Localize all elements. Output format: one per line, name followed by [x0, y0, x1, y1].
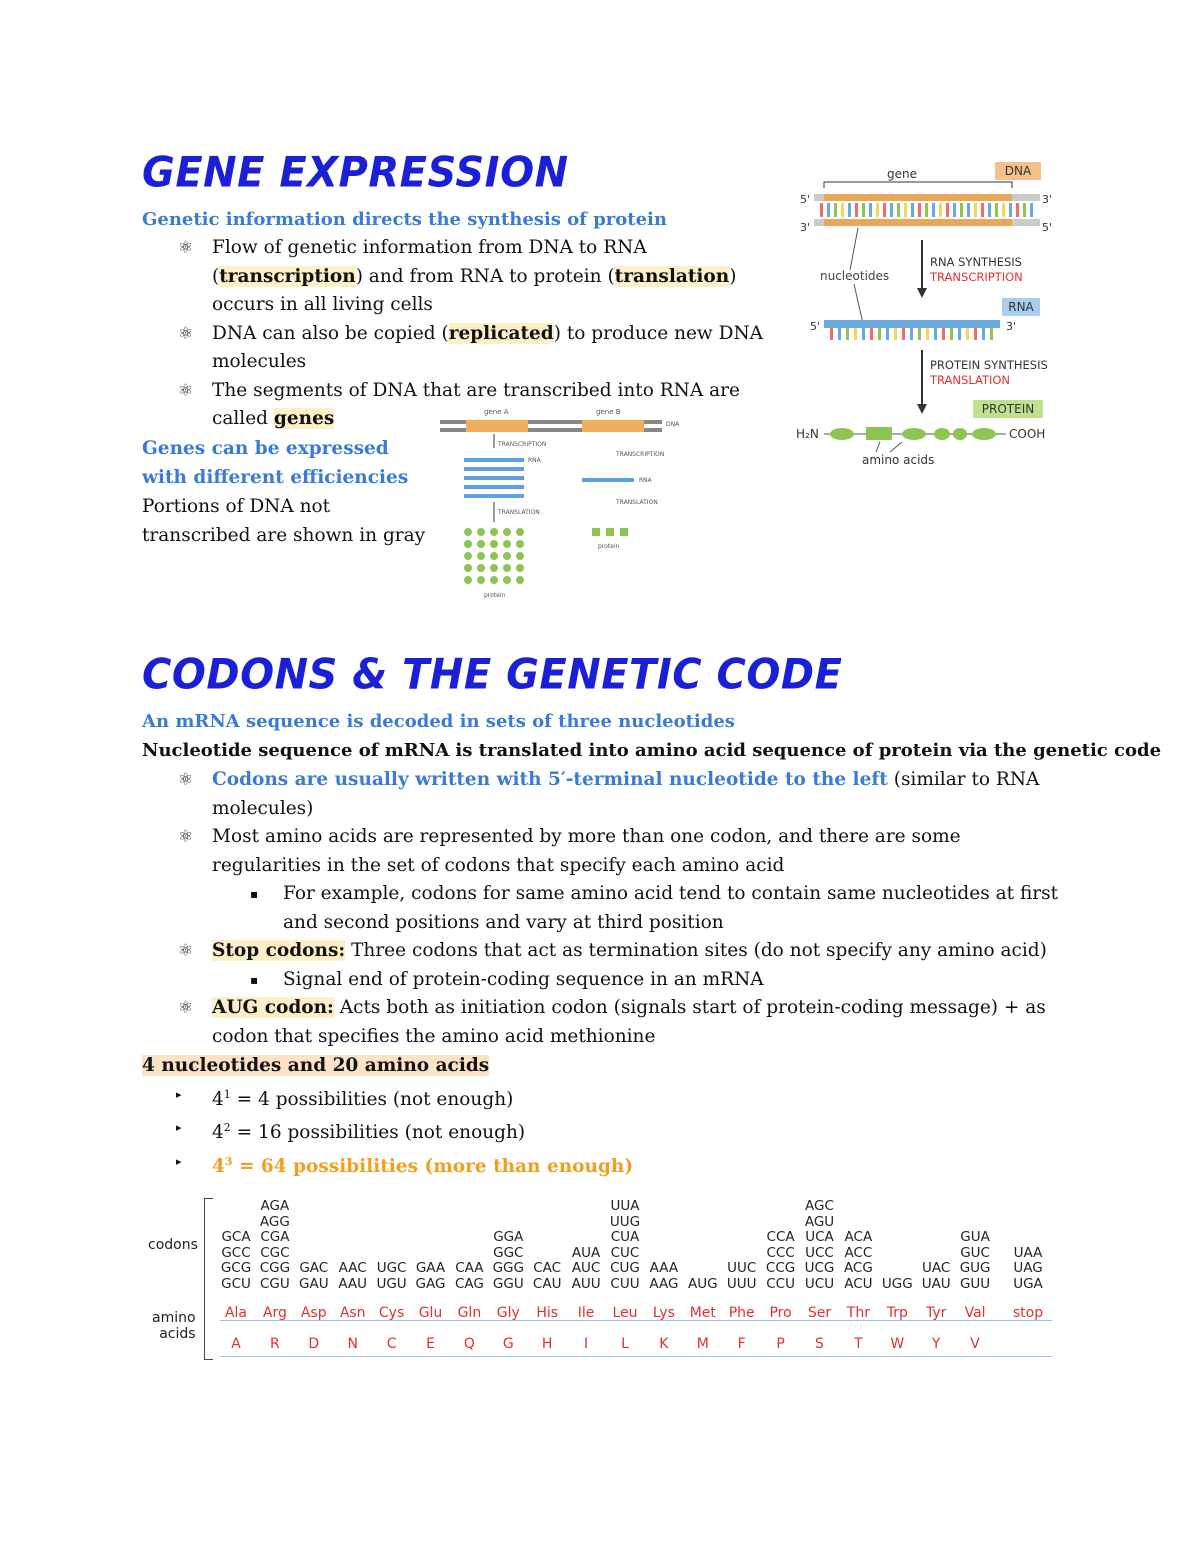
protein-synthesis-label: PROTEIN SYNTHESIS [930, 358, 1048, 372]
amino-acid-name: Glu [418, 1305, 443, 1321]
list-item: ⚛ Stop codons: Three codons that act as termination sites (do not specify any amino acid) [142, 937, 1062, 966]
atom-bullet-icon: ⚛ [178, 323, 194, 344]
list-item: ▪ For example, codons for same amino acid tend to contain same nucleotides at first and second positions and vary at third position [142, 880, 1062, 937]
list-item: ▸ $4^1 = 4$ possibilities (not enough) [142, 1081, 742, 1115]
amino-acid-letter: A [231, 1336, 241, 1352]
amino-acid-name: Arg [262, 1305, 287, 1321]
amino-acid-name: Ile [577, 1305, 595, 1321]
highlight-term: transcription [219, 265, 356, 287]
divider [220, 1356, 1052, 1357]
atom-bullet-icon: ⚛ [178, 827, 194, 847]
codon-group: UAA UAG UGA [1013, 1244, 1043, 1292]
amino-acid-name: Ser [807, 1305, 832, 1321]
side-subtitle: Genes can be expressed with different efficiencies [142, 438, 409, 488]
side-note [142, 434, 432, 550]
amino-acid-letter: I [584, 1336, 589, 1352]
svg-text:3': 3' [800, 221, 811, 234]
list-item: ⚛ AUG codon: Acts both as initiation codon (signals start of protein-coding message) + as codon that specifies the amino acid methionine [142, 994, 1062, 1051]
gene-a-label: gene A [484, 408, 509, 416]
list-item: ⚛ The segments of DNA that are transcribed into RNA are called genes [142, 377, 782, 434]
svg-text:5': 5' [810, 320, 821, 333]
cooh-label: COOH [1009, 427, 1046, 441]
svg-text:5': 5' [800, 193, 811, 206]
central-dogma-figure [790, 160, 1060, 480]
amino-acid-name: Tyr [925, 1305, 947, 1321]
protein-b: protein [598, 543, 620, 550]
amino-acid-letter: E [426, 1336, 435, 1352]
amino-acid-letter: C [386, 1336, 397, 1352]
codon-group: GGA GGC GGG GGU [492, 1229, 524, 1292]
amino-acid-letter: S [815, 1336, 824, 1352]
gene-label: gene [887, 167, 917, 181]
svg-text:3': 3' [1042, 193, 1053, 206]
amino-acid-name: Val [964, 1305, 986, 1321]
amino-acid-name: Cys [378, 1305, 405, 1321]
codon-group: UGC UGU [376, 1260, 407, 1292]
amino-acid-name: Met [689, 1305, 716, 1321]
amino-acid-letter: G [502, 1336, 514, 1352]
list-item: ⚛ Most amino acids are represented by more than one codon, and there are some regularities in the set of codons that specify each amino acid [142, 823, 1062, 880]
codon-group: AUA AUC AUU [571, 1244, 601, 1292]
list-item: ⚛ Flow of genetic information from DNA to RNA (transcription) and from RNA to protein (translation) occurs in all living cells [142, 234, 782, 320]
arrow-bullet-icon: ▸ [176, 1154, 182, 1168]
nucleotides-label: nucleotides [820, 269, 890, 283]
amino-acid-name: Lys [652, 1305, 675, 1321]
rna-b: RNA [639, 477, 652, 484]
codon-group: AAA AAG [649, 1260, 679, 1292]
nucleotides-heading: 4 nucleotides and 20 amino acids [142, 1055, 490, 1076]
list-item: ▪ Signal end of protein-coding sequence in an mRNA [142, 966, 1062, 995]
svg-text:5': 5' [1042, 221, 1053, 234]
codon-group: GCA GCC GCG GCU [220, 1229, 252, 1292]
codon-group: CAC CAU [532, 1260, 562, 1292]
amino-acid-letter: V [970, 1336, 980, 1352]
list-item: ⚛ DNA can also be copied (replicated) to produce new DNA molecules [142, 320, 782, 377]
codon-group: CAA CAG [454, 1260, 484, 1292]
amino-acid-letter: F [737, 1336, 746, 1352]
codon-table [140, 1192, 1060, 1372]
svg-text:3': 3' [1006, 320, 1017, 333]
amino-acid-name: Thr [846, 1305, 870, 1321]
section1-title: GENE EXPRESSION [142, 148, 569, 198]
translation-b: TRANSLATION [616, 499, 658, 506]
square-bullet-icon: ▪ [250, 972, 259, 987]
amino-acid-letter: W [890, 1336, 905, 1352]
codon-group: GAA GAG [415, 1260, 446, 1292]
codon-group: UAC UAU [921, 1260, 951, 1292]
section2-subtitle: An mRNA sequence is decoded in sets of three nucleotides [142, 711, 735, 732]
amino-acids-label: amino acids [152, 1310, 196, 1342]
amino-acid-name: Gln [457, 1305, 482, 1321]
amino-acids-label: amino acids [862, 453, 935, 467]
amino-acid-name: Gly [496, 1305, 520, 1321]
amino-acid-letter: N [347, 1336, 358, 1352]
amino-acid-name: Pro [769, 1305, 792, 1321]
highlight-term: translation [614, 265, 730, 287]
codon-group: CCA CCC CCG CCU [765, 1229, 796, 1292]
section2-title: CODONS & THE GENETIC CODE [142, 650, 843, 700]
translation-a: TRANSLATION [498, 509, 540, 516]
amino-acid-letter: Q [463, 1336, 475, 1352]
amino-acid-letter: M [696, 1336, 709, 1352]
rna-a: RNA [528, 457, 541, 464]
amino-acid-letter: K [659, 1336, 669, 1352]
atom-bullet-icon: ⚛ [178, 770, 194, 790]
atom-bullet-icon: ⚛ [178, 380, 194, 401]
atom-bullet-icon: ⚛ [178, 238, 194, 258]
gene-b-label: gene B [596, 408, 621, 416]
atom-bullet-icon: ⚛ [178, 998, 194, 1018]
highlight-term: replicated [448, 322, 554, 344]
possibilities-block [142, 1052, 742, 1181]
section1-subtitle: Genetic information directs the synthesis of protein [142, 209, 667, 230]
codon-group: GAC GAU [299, 1260, 329, 1292]
gene-efficiency-figure [436, 402, 696, 602]
amino-acid-name: stop [1012, 1305, 1044, 1321]
amino-acid-name: His [536, 1305, 559, 1321]
section2-bold-line: Nucleotide sequence of mRNA is translated into amino acid sequence of protein via the genetic code [142, 740, 1162, 761]
dna-label: DNA [666, 421, 680, 428]
amino-acid-name: Trp [886, 1305, 908, 1321]
codon-group: ACA ACC ACG ACU [843, 1229, 873, 1292]
codon-group: AGA AGG CGA CGC CGG CGU [259, 1198, 291, 1292]
arrow-bullet-icon: ▸ [176, 1087, 182, 1101]
amino-acid-letter: L [621, 1336, 629, 1352]
transcription-b: TRANSCRIPTION [616, 451, 665, 458]
amino-acid-name: Ala [224, 1305, 248, 1321]
square-bullet-icon: ▪ [250, 887, 259, 901]
codon-group: GUA GUC GUG GUU [959, 1229, 991, 1292]
amino-acid-letter: D [308, 1336, 320, 1352]
codons-label: codons [148, 1237, 198, 1253]
transcription-a: TRANSCRIPTION [498, 441, 547, 448]
amino-acid-name: Asp [300, 1305, 327, 1321]
amino-acid-letter: Y [931, 1336, 941, 1352]
amino-acid-letter: H [541, 1336, 553, 1352]
arrow-bullet-icon: ▸ [176, 1121, 182, 1135]
codon-group: UGG [881, 1275, 913, 1292]
codon-group: AAC AAU [338, 1260, 368, 1292]
amino-acid-letter: T [854, 1336, 863, 1352]
rna-synthesis-label: RNA SYNTHESIS [930, 255, 1022, 269]
rna-tag: RNA [1008, 300, 1034, 314]
dna-tag: DNA [1004, 164, 1032, 178]
codon-group: UUA UUG CUA CUC CUG CUU [609, 1198, 641, 1292]
table-bracket [204, 1198, 213, 1360]
codon-group: AUG [688, 1275, 718, 1292]
codon-group: AGC AGU UCA UCC UCG UCU [804, 1198, 835, 1292]
amino-acid-letter: P [776, 1336, 785, 1352]
translation-label: TRANSLATION [930, 373, 1011, 387]
amino-acid-name: Asn [339, 1305, 366, 1321]
transcription-label: TRANSCRIPTION [930, 270, 1023, 284]
amino-acid-name: Leu [612, 1305, 638, 1321]
protein-tag: PROTEIN [981, 402, 1035, 416]
list-item: ▸ $4^2 = 16$ possibilities (not enough) [142, 1114, 742, 1148]
amino-acid-name: Phe [728, 1305, 755, 1321]
h2n-label: H₂N [796, 427, 819, 441]
section2-bullets [142, 766, 1062, 1051]
list-item: ▸ $4^3 = 64$ possibilities (more than enough) [142, 1148, 742, 1182]
protein-a: protein [484, 592, 506, 599]
side-text: Portions of DNA not transcribed are shown in gray [142, 496, 426, 546]
codon-group: UUC UUU [726, 1260, 757, 1292]
atom-bullet-icon: ⚛ [178, 941, 194, 961]
list-item: ⚛ Codons are usually written with 5′-terminal nucleotide to the left (similar to RNA molecules) [142, 766, 1062, 823]
amino-acid-letter: R [270, 1336, 280, 1352]
highlight-term: genes [273, 408, 335, 429]
